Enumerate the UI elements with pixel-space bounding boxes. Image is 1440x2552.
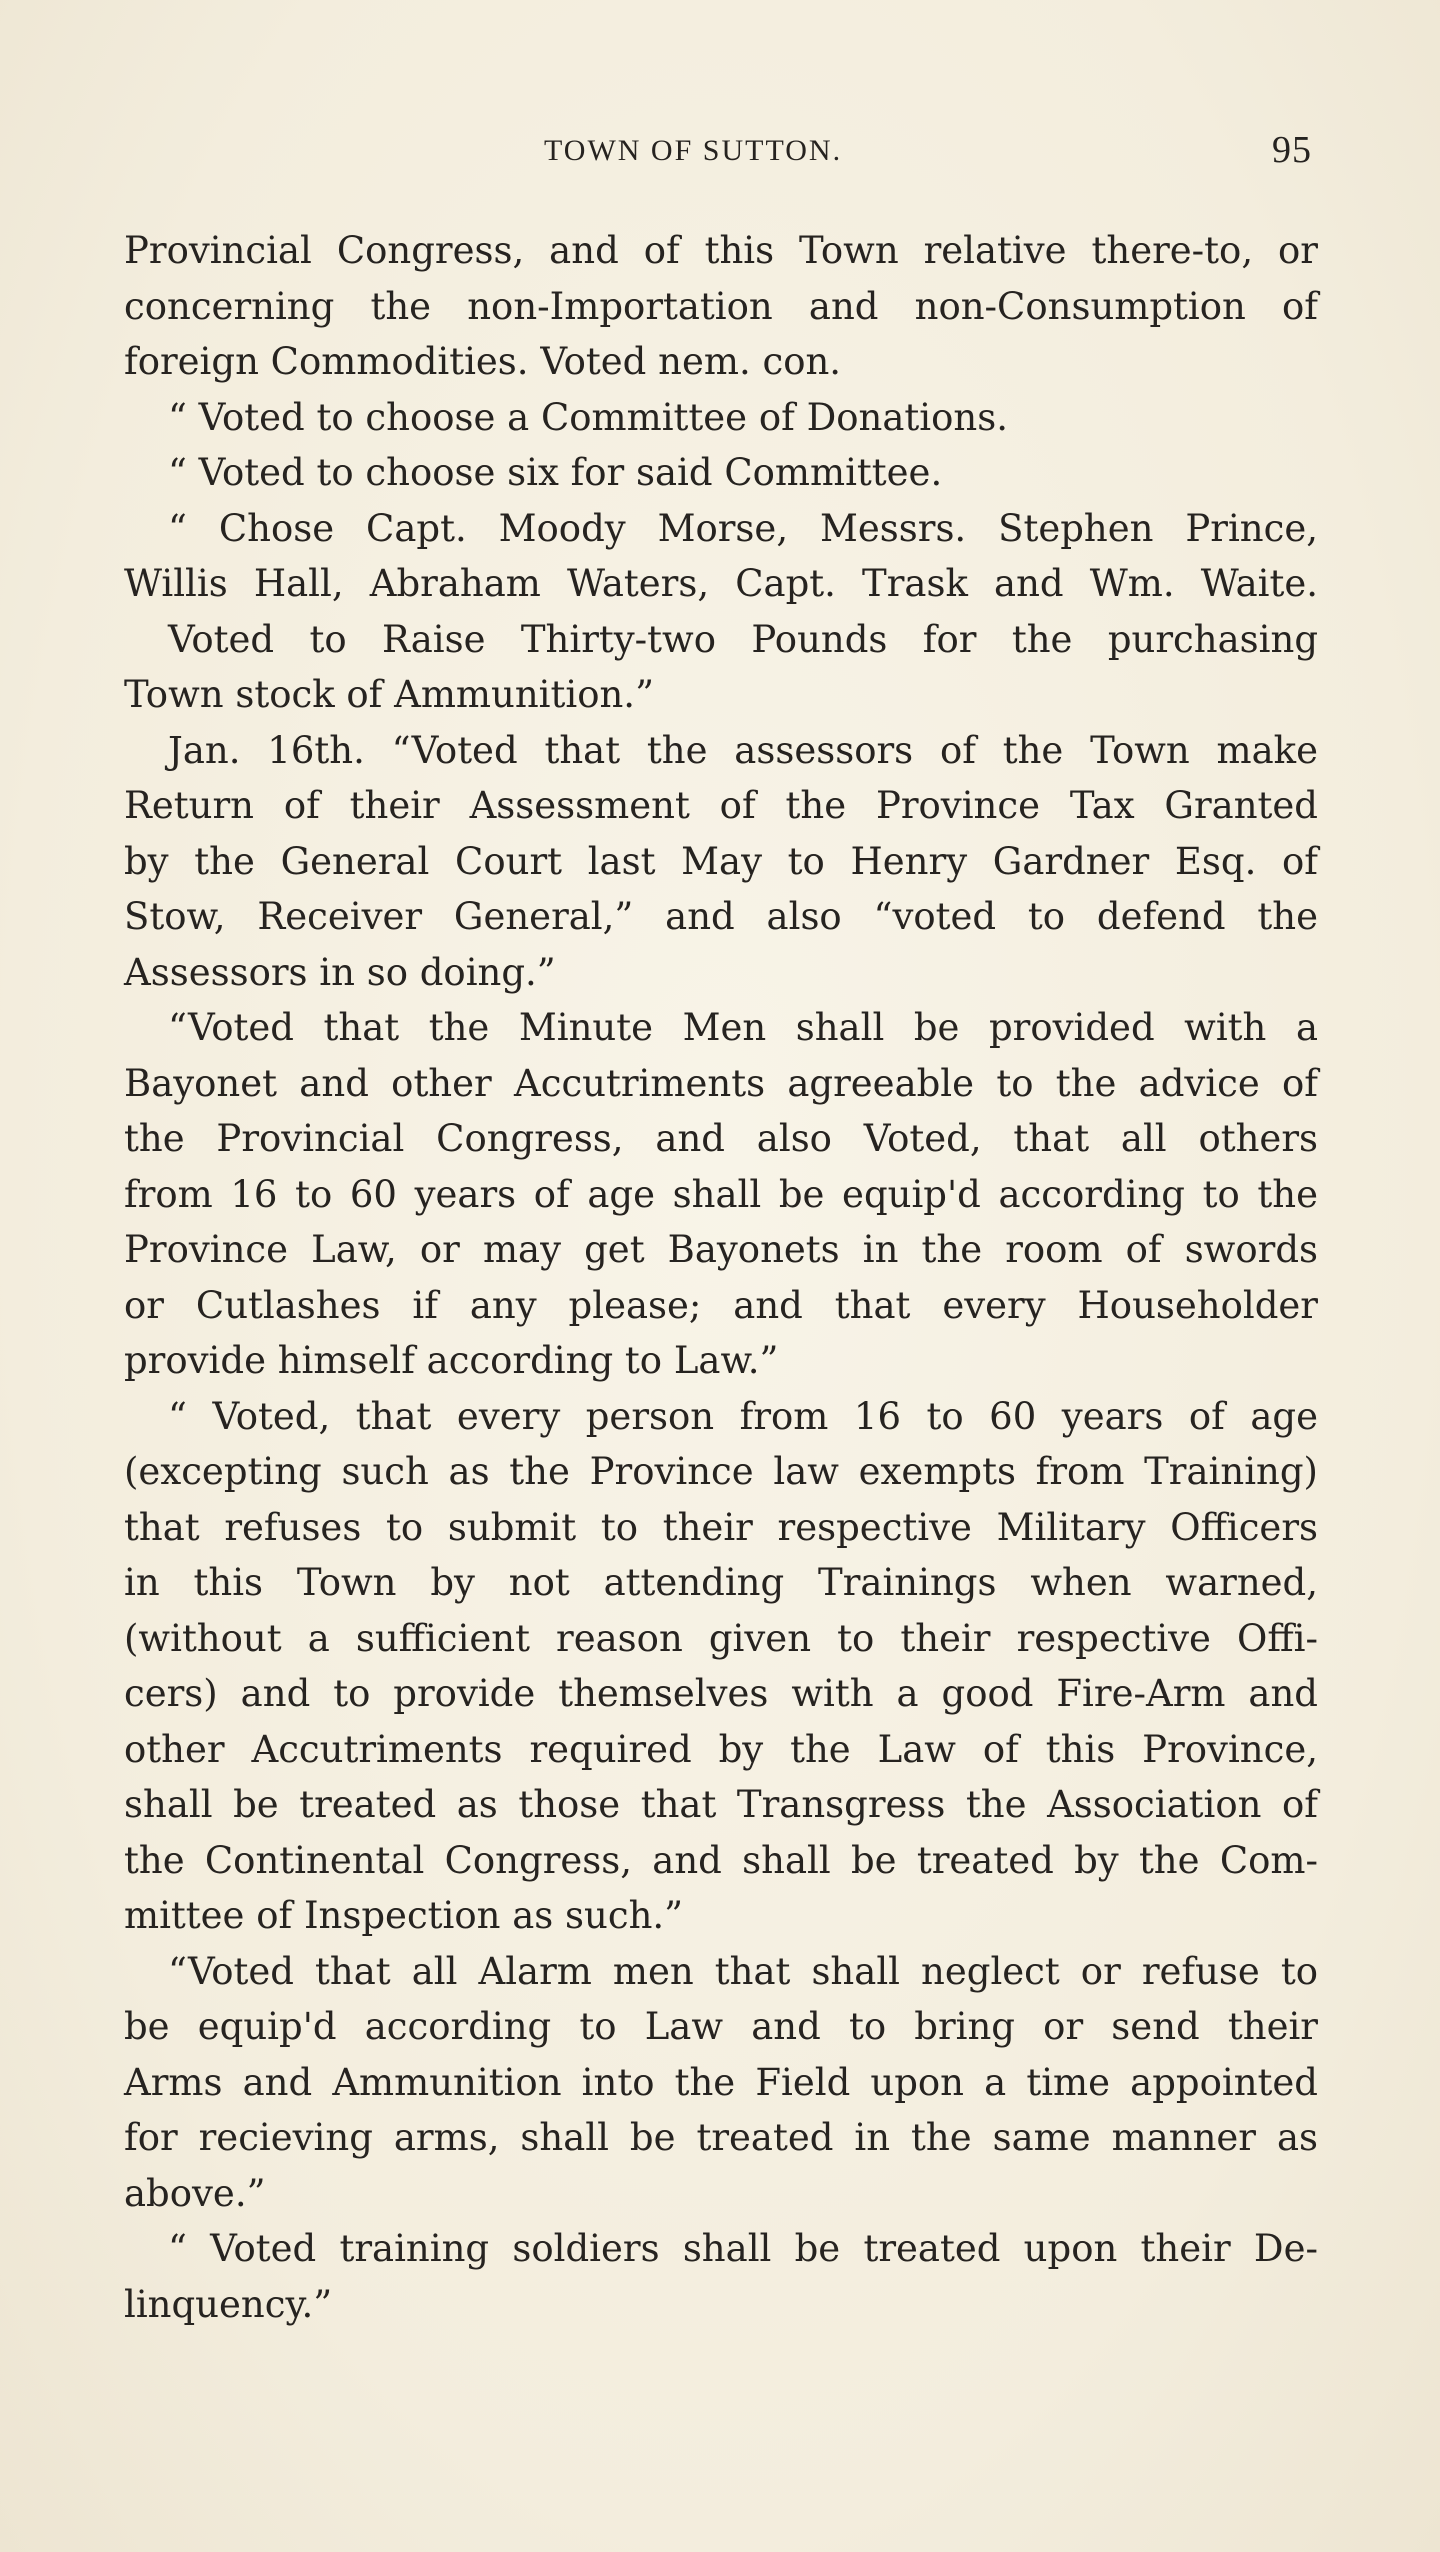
text-line: Bayonet and other Accutriments agreeable to the advice of (124, 1061, 1318, 1105)
text-line: that refuses to submit to their respective Military Officers (124, 1505, 1318, 1549)
text-line: Town stock of Ammunition.” (124, 673, 654, 716)
text-line: Stow, Receiver General,” and also “voted to defend the (124, 895, 1318, 938)
text-line: “ Voted training soldiers shall be treated upon their De- (168, 2227, 1318, 2270)
text-line: cers) and to provide themselves with a good Fire-Arm and (124, 1672, 1318, 1715)
text-line: Provincial Congress, and of this Town relative there-to, or (124, 229, 1318, 272)
text-line: Arms and Ammunition into the Field upon a time appointed (124, 2060, 1318, 2104)
text-line: foreign Commodities. Voted nem. con. (124, 340, 842, 383)
text-line: above.” (124, 2171, 266, 2215)
text-line: Return of their Assessment of the Province Tax Granted (124, 784, 1318, 827)
running-head (124, 128, 1312, 178)
text-line: Willis Hall, Abraham Waters, Capt. Trask and Wm. Waite. (124, 562, 1318, 605)
text-line: provide himself according to Law.” (124, 1339, 779, 1382)
text-line: linquency.” (124, 2282, 333, 2326)
text-line: in this Town by not attending Trainings when warned, (124, 1561, 1318, 1604)
text-line: by the General Court last May to Henry Gardner Esq. of (124, 839, 1318, 883)
text-line: “ Voted to choose six for said Committee. (168, 451, 943, 494)
text-line: be equip'd according to Law and to bring or send their (124, 2005, 1318, 2048)
text-line: “Voted that the Minute Men shall be provided with a (168, 1006, 1318, 1049)
text-line: for recieving arms, shall be treated in the same manner as (124, 2116, 1318, 2159)
text-line: Jan. 16th. “Voted that the assessors of the Town make (168, 728, 1318, 772)
text-line: the Continental Congress, and shall be treated by the Com- (124, 1838, 1318, 1882)
text-line: “ Voted, that every person from 16 to 60 years of age (168, 1394, 1318, 1438)
text-line: the Provincial Congress, and also Voted, that all others (124, 1117, 1318, 1160)
running-head-title: TOWN OF SUTTON. (544, 134, 843, 167)
text-line: Province Law, or may get Bayonets in the room of swords (124, 1228, 1318, 1271)
text-line: (excepting such as the Province law exempts from Training) (124, 1450, 1318, 1493)
text-line: shall be treated as those that Transgress the Association of (124, 1783, 1318, 1826)
body-text (124, 223, 1318, 2332)
text-line: mittee of Inspection as such.” (124, 1894, 684, 1937)
text-line: “Voted that all Alarm men that shall neglect or refuse to (168, 1949, 1318, 1993)
text-line: “ Chose Capt. Moody Morse, Messrs. Stephen Prince, (168, 506, 1318, 550)
text-line: other Accutriments required by the Law of this Province, (124, 1727, 1318, 1771)
text-line: “ Voted to choose a Committee of Donations. (168, 395, 1008, 439)
text-line: (without a sufficient reason given to their respective Offi- (124, 1616, 1318, 1660)
page-number: 95 (1272, 129, 1312, 171)
text-line: Voted to Raise Thirty-two Pounds for the purchasing (168, 617, 1318, 661)
text-line: Assessors in so doing.” (124, 950, 556, 994)
text-line: concerning the non-Importation and non-Consumption of (124, 284, 1318, 328)
text-line: or Cutlashes if any please; and that every Householder (124, 1283, 1318, 1327)
text-line: from 16 to 60 years of age shall be equip'd according to the (124, 1172, 1318, 1216)
